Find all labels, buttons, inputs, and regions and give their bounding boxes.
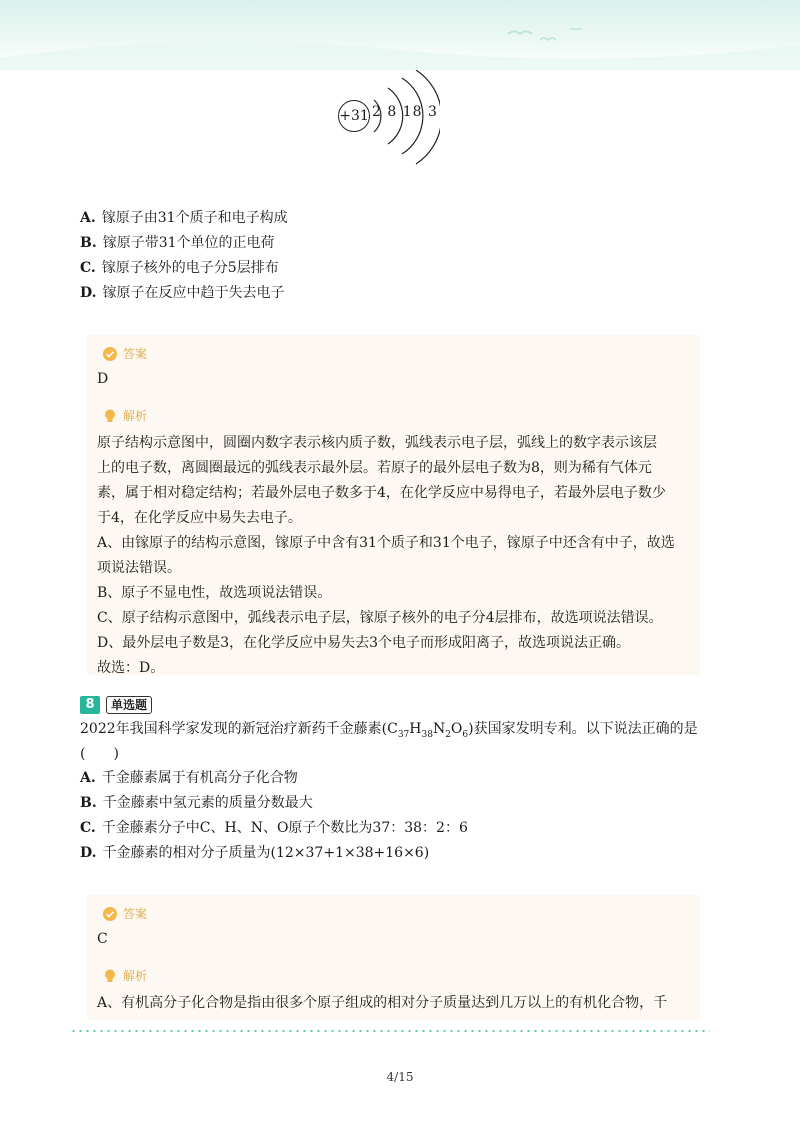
q8-blank: ( ) [80,746,119,762]
q8-answer-value: C [97,931,108,947]
question-number: 8 [80,696,100,714]
shell-arcs [330,70,440,170]
check-badge-icon [103,907,117,921]
q8-analysis-text: A、有机高分子化合物是指由很多个原子组成的相对分子质量达到几万以上的有机化合物，千 [97,995,668,1011]
q7-analysis-text: 原子结构示意图中，圆圈内数字表示核内质子数，弧线表示电子层，弧线上的数字表示该层 上的电子数，离圆圈最远的弧线表示最外层。若原子的最外层电子数为8，则为稀有气体元 素，属于相对稳定结构；若最外层电子数多于4，在化学反应中易得电子，若最外层电子数少 于4，在化学反应中易失去电子。 A、由镓原子的结构示意图，镓原子中含有31个质子和31个电子，镓原子中还含有中子，故选 项说法错误。 B、原子不显电性，故选项说法错误。 C、原子结构示意图中，弧线表示电子层，镓原子核外的电子分4层排布，故选项说法错误。 D、最外层电子数是3，在化学反应中易失去3个电子而形成阳离子，故选项说法正确。 故选：D。 [97,435,675,676]
atom-structure-diagram [330,70,440,170]
lightbulb-icon [103,409,117,423]
q7-option-b: B. 镓原子带31个单位的正电荷 [80,235,275,251]
q8-stem: 2022年我国科学家发现的新冠治疗新药千金藤素$(C_{37}H_{38}N_2O_6)$获国家发明专利。以下说法正确的是 [80,721,698,740]
q8-option-d: D. 千金藤素的相对分子质量为(12×37+1×38+16×6) [80,845,430,861]
birds-icon [0,0,800,70]
q8-header [80,696,152,714]
page-number: 4/15 [386,1070,414,1084]
check-badge-icon [103,347,117,361]
lightbulb-icon [103,969,117,983]
q7-answer-label: 答案 [103,345,147,362]
q7-answer-value: D [97,371,109,387]
dotted-divider [70,1030,710,1032]
q8-option-b: B. 千金藤素中氢元素的质量分数最大 [80,795,313,811]
question-type-tag: 单选题 [106,696,152,714]
q8-answer-label: 答案 [103,905,147,922]
q7-answer-box [87,335,700,675]
q7-option-d: D. 镓原子在反应中趋于失去电子 [80,285,285,301]
q8-options [80,766,468,866]
q7-option-c: C. 镓原子核外的电子分5层排布 [80,260,279,276]
q7-analysis-label: 解析 [103,407,147,424]
q7-option-a: A. 镓原子由31个质子和电子构成 [80,210,288,226]
q8-answer-box [87,895,700,1020]
atom-nucleus: +31 [338,100,370,132]
shell-1: 2 [372,104,382,120]
q8-option-c: C. 千金藤素分子中C、H、N、O原子个数比为37：38：2：6 [80,820,468,836]
q8-analysis-label: 解析 [103,967,147,984]
q7-options [80,206,288,306]
shell-3: 18 [402,104,423,120]
q8-option-a: A. 千金藤素属于有机高分子化合物 [80,770,298,786]
shell-2: 8 [387,104,398,120]
header-band [0,0,800,70]
shell-4: 3 [428,104,438,120]
